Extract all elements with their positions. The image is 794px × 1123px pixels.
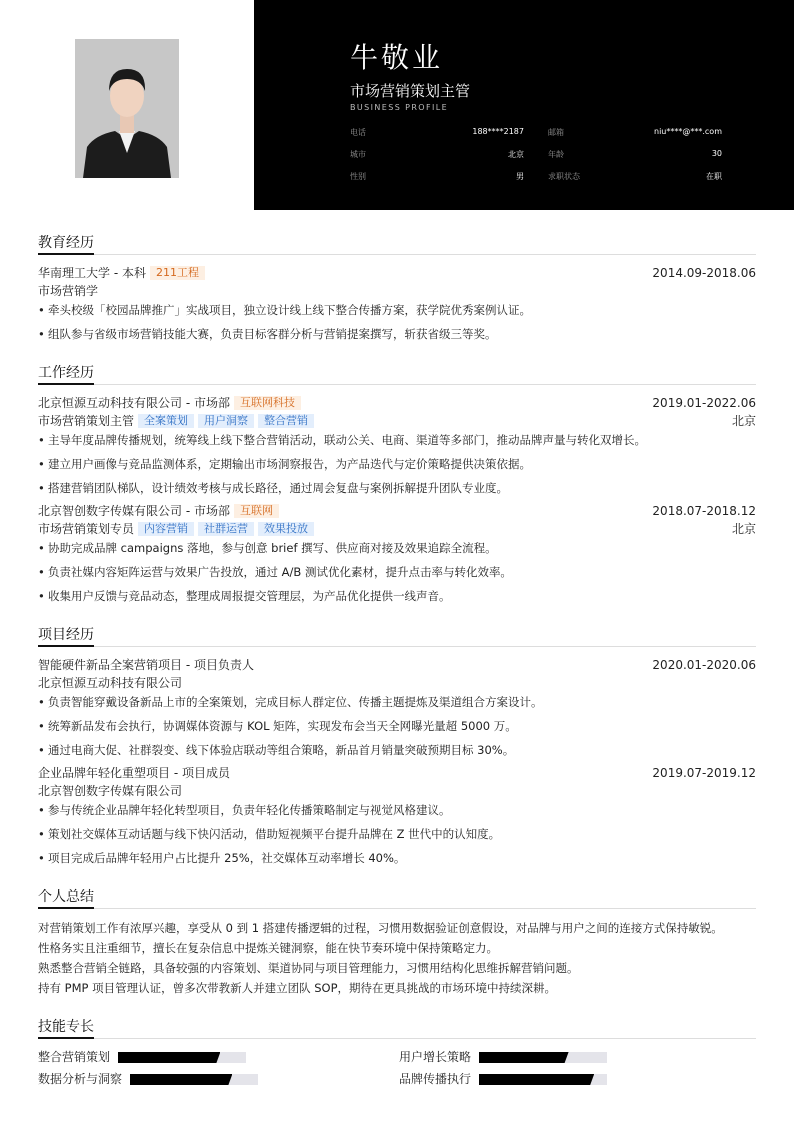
project-header bbox=[38, 657, 756, 673]
skill-name: 数据分析与洞察 bbox=[38, 1072, 123, 1086]
skill-bar-fill bbox=[118, 1052, 220, 1063]
job-header bbox=[38, 395, 756, 411]
company-name: 北京智创数字传媒有限公司 - 市场部 bbox=[38, 504, 230, 518]
job-date: 2019.01-2022.06 bbox=[652, 396, 756, 410]
section-title: 项目经历 bbox=[38, 625, 756, 647]
skill-name: 用户增长策略 bbox=[399, 1050, 472, 1064]
company-tag: 互联网 bbox=[234, 504, 279, 518]
education-date: 2014.09-2018.06 bbox=[652, 266, 756, 280]
list-item: • 负责智能穿戴设备新品上市的全案策划，完成目标人群定位、传播主题提炼及渠道组合方案设计。 bbox=[38, 694, 756, 710]
school-name: 华南理工大学 - 本科 bbox=[38, 266, 146, 280]
skill-tag: 内容营销 bbox=[138, 522, 194, 536]
skill-tag: 用户洞察 bbox=[198, 414, 254, 428]
project-header bbox=[38, 765, 756, 781]
summary-line: 性格务实且注重细节，擅长在复杂信息中提炼关键洞察，能在快节奏环境中保持策略定力。 bbox=[38, 941, 498, 955]
list-item: • 组队参与省级市场营销技能大赛，负责目标客群分析与营销提案撰写，斩获省级三等奖。 bbox=[38, 326, 756, 342]
education-header bbox=[38, 265, 756, 281]
job-date: 2018.07-2018.12 bbox=[652, 504, 756, 518]
profile-photo bbox=[75, 39, 179, 178]
education-section bbox=[38, 233, 756, 341]
summary-line: 熟悉整合营销全链路，具备较强的内容策划、渠道协同与项目管理能力，习惯用结构化思维拆解营销问题。 bbox=[38, 961, 579, 975]
company-tag: 互联网科技 bbox=[234, 396, 301, 410]
school-tag: 211工程 bbox=[150, 266, 205, 280]
section-title: 个人总结 bbox=[38, 887, 756, 909]
list-item: • 收集用户反馈与竞品动态，整理成周报提交管理层，为产品优化提供一线声音。 bbox=[38, 588, 756, 604]
list-item: • 参与传统企业品牌年轻化转型项目，负责年轻化传播策略制定与视觉风格建议。 bbox=[38, 802, 756, 818]
projects-section bbox=[38, 625, 756, 865]
skill-name: 品牌传播执行 bbox=[399, 1072, 472, 1086]
job-position: 市场营销策划主管 bbox=[38, 414, 135, 428]
skill-bar-fill bbox=[130, 1074, 232, 1085]
list-item: • 策划社交媒体互动话题与线下快闪活动，借助短视频平台提升品牌在 Z 世代中的认知度。 bbox=[38, 826, 756, 842]
summary-section bbox=[38, 887, 756, 995]
list-item: • 主导年度品牌传播规划，统筹线上线下整合营销活动，联动公关、电商、渠道等多部门，推动品牌声量与转化双增长。 bbox=[38, 432, 756, 448]
project-name: 智能硬件新品全案营销项目 - 项目负责人 bbox=[38, 658, 254, 672]
company-name: 北京恒源互动科技有限公司 - 市场部 bbox=[38, 396, 230, 410]
person-portrait-icon bbox=[75, 39, 179, 178]
summary-line: 对营销策划工作有浓厚兴趣，享受从 0 到 1 搭建传播逻辑的过程，习惯用数据验证创意假设，对品牌与用户之间的连接方式保持敏锐。 bbox=[38, 921, 723, 935]
skill-bar bbox=[479, 1052, 607, 1063]
profile-subtitle: BUSINESS PROFILE bbox=[350, 103, 449, 112]
project-date: 2020.01-2020.06 bbox=[652, 658, 756, 672]
job-city: 北京 bbox=[731, 414, 756, 428]
major: 市场营销学 bbox=[38, 284, 99, 298]
project-company: 北京智创数字传媒有限公司 bbox=[38, 784, 183, 798]
list-item: • 搭建营销团队梯队，设计绩效考核与成长路径，通过周会复盘与案例拆解提升团队专业度。 bbox=[38, 480, 756, 496]
list-item: • 协助完成品牌 campaigns 落地，参与创意 brief 撰写、供应商对接及效果追踪全流程。 bbox=[38, 540, 756, 556]
summary-line: 持有 PMP 项目管理认证，曾多次带教新人并建立团队 SOP，期待在更具挑战的市场环境中持续深耕。 bbox=[38, 981, 557, 995]
skills-section bbox=[38, 1017, 756, 1086]
header-panel: 牛敬业 市场营销策划主管 BUSINESS PROFILE 电话 188****2187 邮箱 niu****@***.com 城市 北京 年龄 30 性别 男 求职状态 在职 bbox=[254, 0, 794, 210]
project-name: 企业品牌年轻化重塑项目 - 项目成员 bbox=[38, 766, 230, 780]
skill-bar-fill bbox=[479, 1074, 594, 1085]
list-item: • 负责社媒内容矩阵运营与效果广告投放，通过 A/B 测试优化素材，提升点击率与转化效率。 bbox=[38, 564, 756, 580]
section-title: 技能专长 bbox=[38, 1017, 756, 1039]
candidate-name: 牛敬业 bbox=[350, 41, 444, 74]
skill-tag: 整合营销 bbox=[258, 414, 314, 428]
section-title: 工作经历 bbox=[38, 363, 756, 385]
list-item: • 项目完成后品牌年轻用户占比提升 25%，社交媒体互动率增长 40%。 bbox=[38, 850, 756, 866]
section-title: 教育经历 bbox=[38, 233, 756, 255]
project-company: 北京恒源互动科技有限公司 bbox=[38, 676, 183, 690]
skill-bar-fill bbox=[479, 1052, 569, 1063]
job-position-row bbox=[38, 413, 756, 429]
skill-name: 整合营销策划 bbox=[38, 1050, 111, 1064]
skill-bar bbox=[479, 1074, 607, 1085]
job-city: 北京 bbox=[731, 522, 756, 536]
list-item: • 统筹新品发布会执行，协调媒体资源与 KOL 矩阵，实现发布会当天全网曝光量超 5000 万。 bbox=[38, 718, 756, 734]
skill-tag: 社群运营 bbox=[198, 522, 254, 536]
list-item: • 通过电商大促、社群裂变、线下体验店联动等组合策略，新品首月销量突破预期目标 30%。 bbox=[38, 742, 756, 758]
skill-tag: 效果投放 bbox=[258, 522, 314, 536]
list-item: • 建立用户画像与竞品监测体系，定期输出市场洞察报告，为产品迭代与定价策略提供决策依据。 bbox=[38, 456, 756, 472]
job-header bbox=[38, 503, 756, 519]
skill-bar bbox=[118, 1052, 246, 1063]
job-position-row bbox=[38, 521, 756, 537]
list-item: • 牵头校级「校园品牌推广」实战项目，独立设计线上线下整合传播方案，获学院优秀案例认证。 bbox=[38, 302, 756, 318]
job-position: 市场营销策划专员 bbox=[38, 522, 135, 536]
skill-tag: 全案策划 bbox=[138, 414, 194, 428]
skill-bar bbox=[130, 1074, 258, 1085]
candidate-role: 市场营销策划主管 bbox=[350, 82, 471, 100]
work-section bbox=[38, 363, 756, 603]
project-date: 2019.07-2019.12 bbox=[652, 766, 756, 780]
